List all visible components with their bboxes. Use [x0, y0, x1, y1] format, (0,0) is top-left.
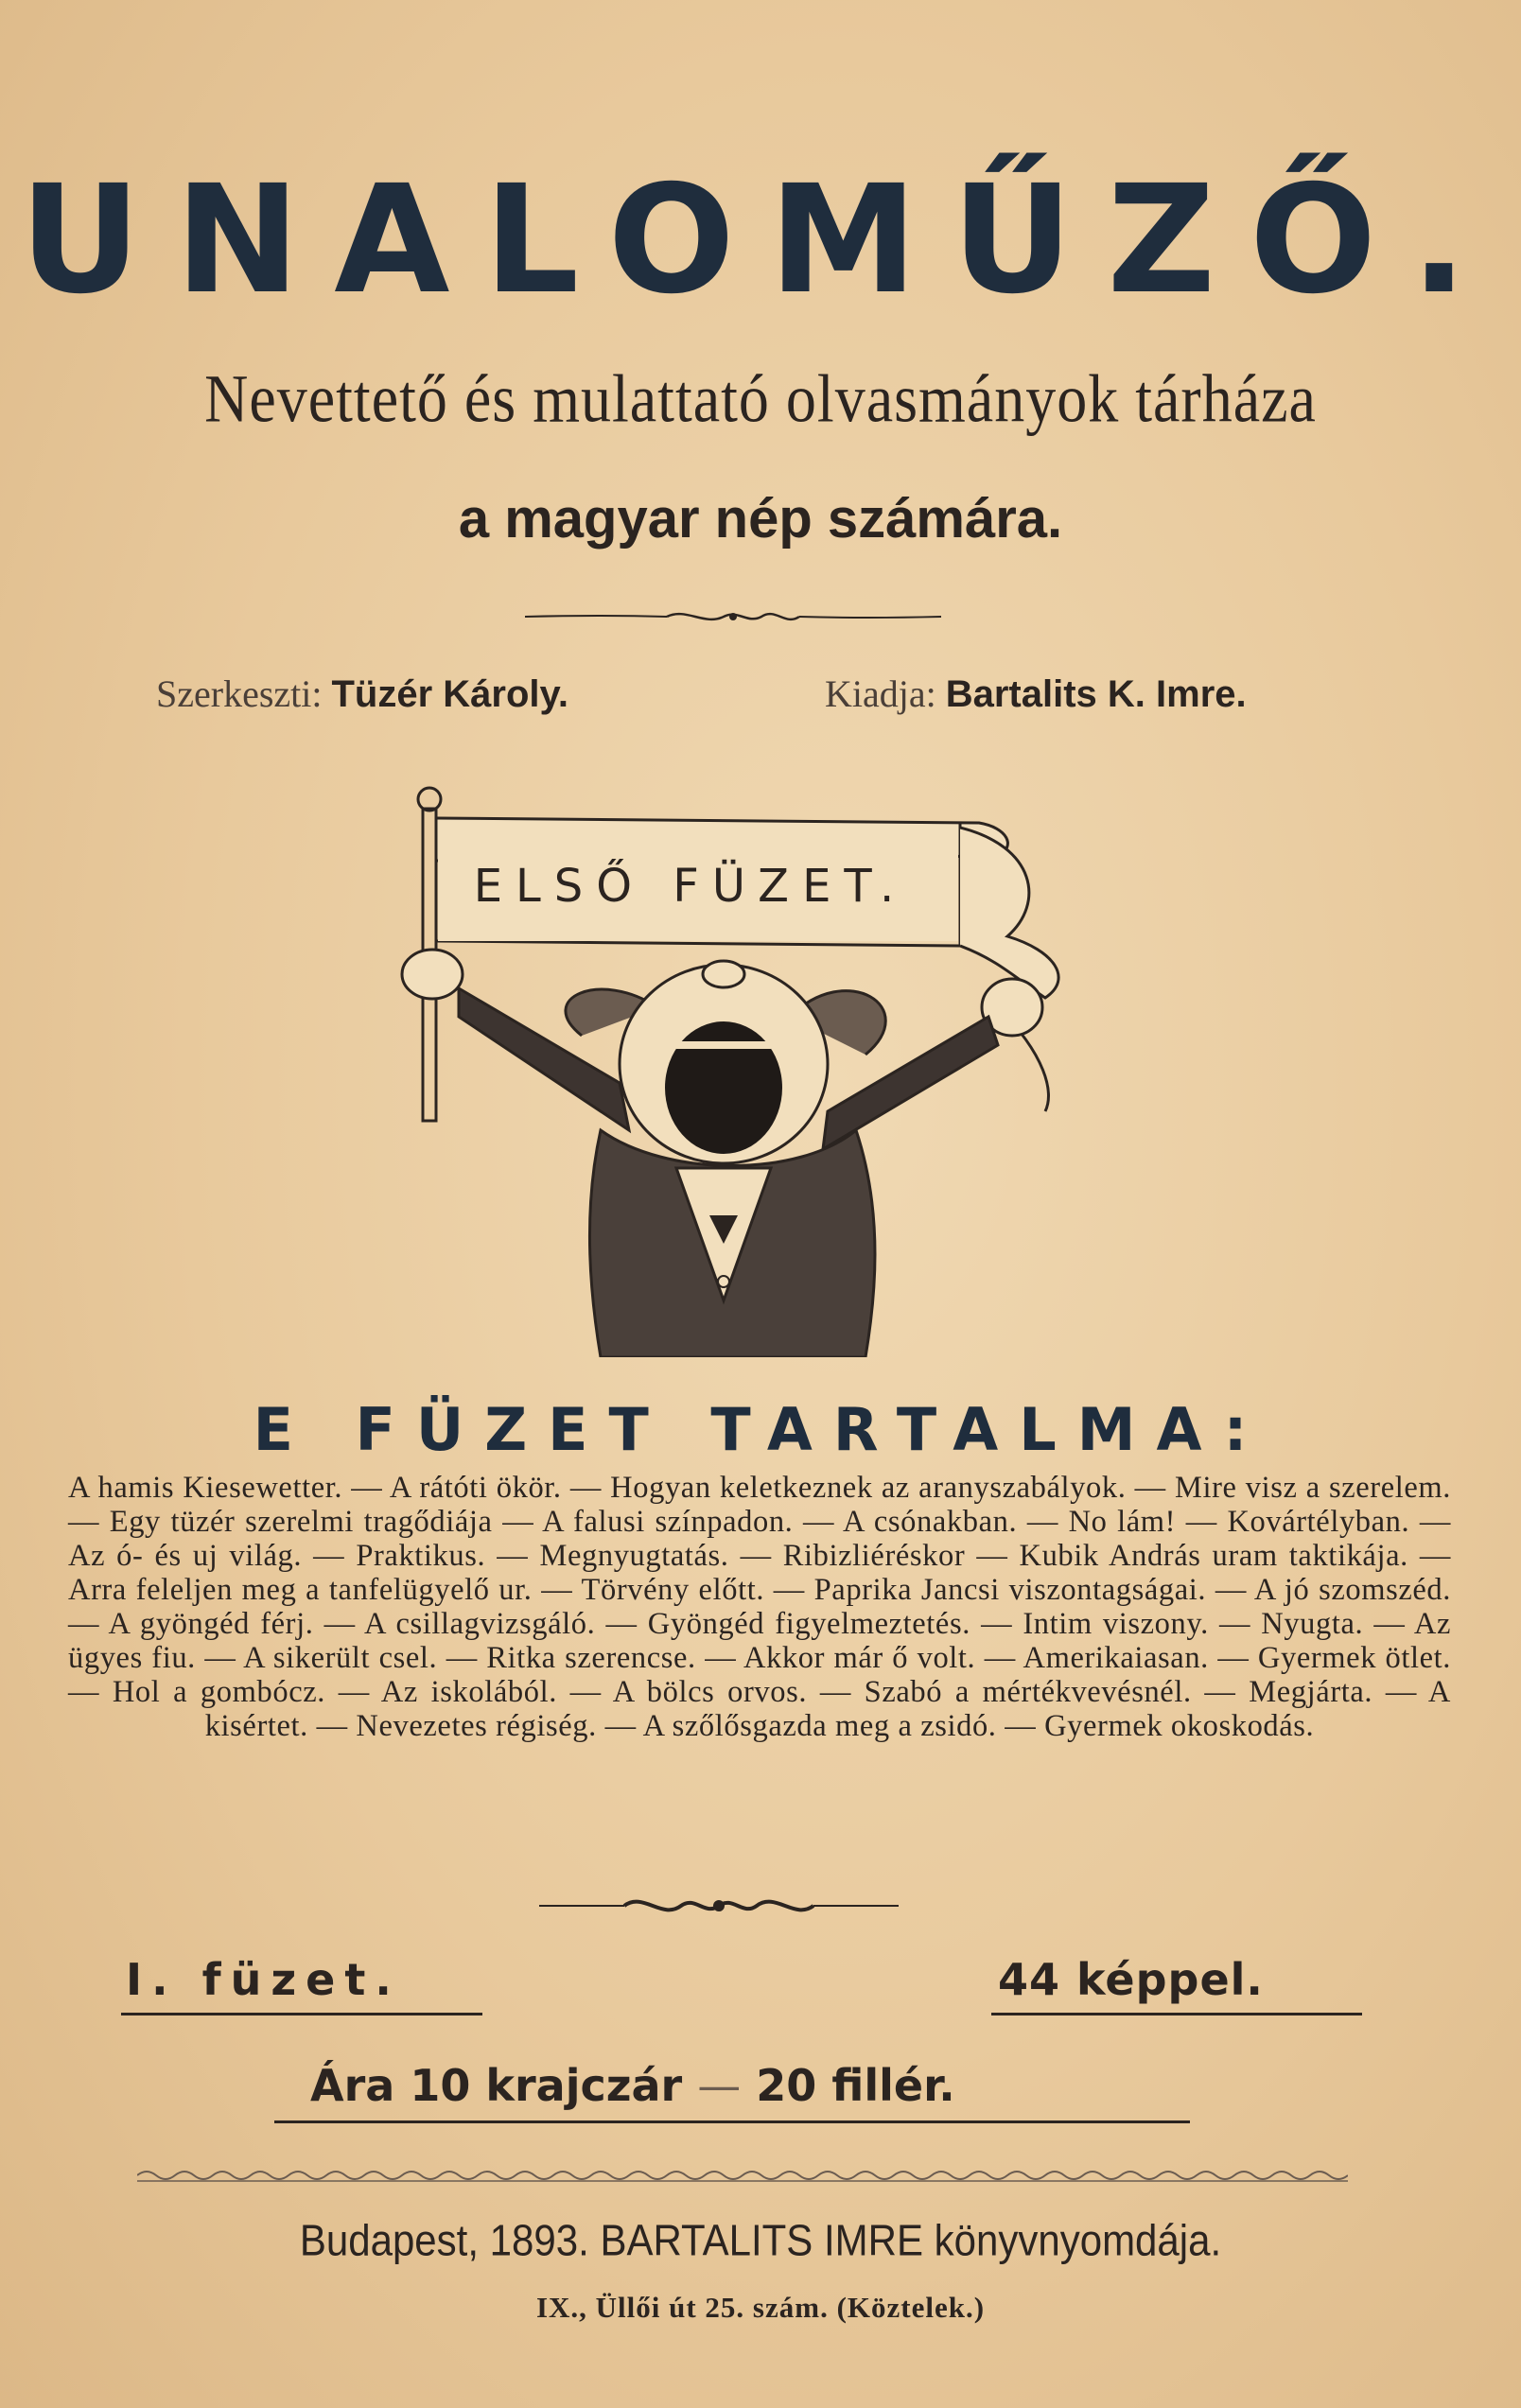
printer-address: IX., Üllői út 25. szám. (Köztelek.) [535, 2291, 986, 2324]
price-krajczar: Ára 10 krajczár [310, 2060, 683, 2111]
price-line [310, 2060, 955, 2111]
banner-man-illustration [393, 771, 1093, 1357]
publication-title: UNALOMŰZŐ. [19, 153, 1502, 327]
price-separator: — [697, 2060, 742, 2111]
contents-heading: E FÜZET TARTALMA: [253, 1395, 1268, 1464]
printer-imprint: Budapest, 1893. BARTALITS IMRE könyvnyomdája. [299, 2215, 1222, 2265]
price-underline [274, 2120, 1190, 2123]
publisher-label: Kiadja: [825, 672, 936, 715]
issue-underline [121, 2013, 482, 2015]
subtitle-line-1: Nevettető és mulattató olvasmányok tárháza [204, 360, 1317, 437]
issue-number: I. füzet. [126, 1954, 401, 2005]
ornament-divider-middle [539, 1892, 899, 1920]
editor-name: Tüzér Károly. [331, 673, 568, 715]
image-count: 44 képpel. [998, 1954, 1264, 2005]
editor-label: Szerkeszti: [156, 672, 323, 715]
image-count-underline [991, 2013, 1362, 2015]
editor-credit [156, 672, 568, 716]
banner-text: ELSŐ FÜZET. [473, 860, 908, 913]
ornament-divider-top [525, 605, 941, 628]
ornament-wavy-rule [137, 2168, 1348, 2183]
price-filler: 20 fillér. [756, 2060, 955, 2111]
subtitle-line-2: a magyar nép számára. [458, 488, 1063, 550]
publisher-credit [825, 672, 1247, 716]
publisher-name: Bartalits K. Imre. [945, 673, 1247, 715]
contents-list: A hamis Kiesewetter. — A rátóti ökör. — Hogyan keletkeznek az aranyszabályok. — Mire visz a szerelem. — Egy tüzér szerelmi tragődiája — A falusi színpadon. — A csónakban. — No lám! — Kovártélyban. — Az ó- és uj világ. — Praktikus. — Megnyugtatás. — Ribizliéréskor — Kubik András uram taktikája. — Arra feleljen meg a tanfelügyelő ur. — Törvény előtt. — Paprika Jancsi viszontagságai. — A jó szomszéd. — A gyöngéd férj. — A csillagvizsgáló. — Gyöngéd figyelmeztetés. — Intim viszony. — Nyugta. — Az ügyes fiu. — A sikerült csel. — Ritka szerencse. — Akkor már ő volt. — Amerikaiasan. — Gyermek ötlet. — Hol a gombócz. — Az iskolából. — A bölcs orvos. — Szabó a mértékvevésnél. — Megjárta. — A kisértet. — Nevezetes régiség. — A szőlősgazda meg a zsidó. — Gyermek okoskodás. [68, 1471, 1451, 1743]
